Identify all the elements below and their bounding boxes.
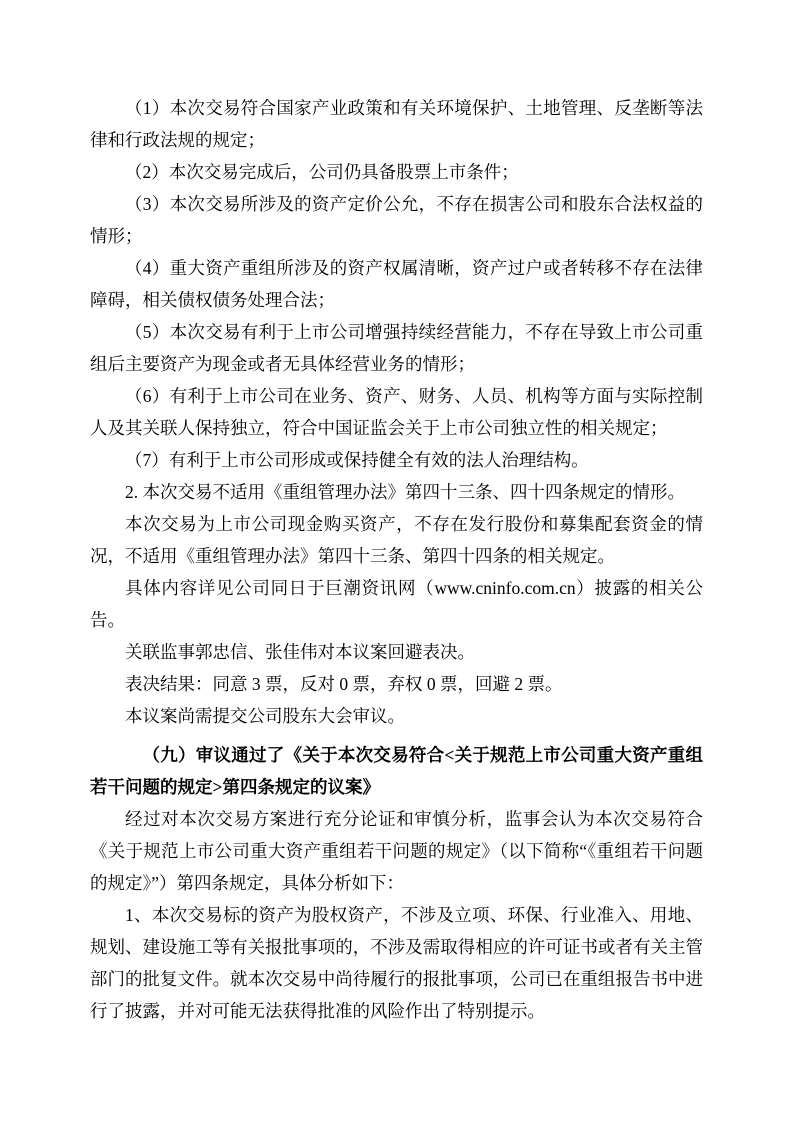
paragraph: （1）本次交易符合国家产业政策和有关环境保护、土地管理、反垄断等法律和行政法规的规定；	[90, 98, 703, 150]
paragraph: （3）本次交易所涉及的资产定价公允，不存在损害公司和股东合法权益的情形；	[90, 194, 703, 246]
paragraph: 具体内容详见公司同日于巨潮资讯网（www.cninfo.com.cn）披露的相关公告。	[90, 578, 703, 630]
paragraph: （2）本次交易完成后，公司仍具备股票上市条件；	[125, 162, 519, 182]
paragraph: （6）有利于上市公司在业务、资产、财务、人员、机构等方面与实际控制人及其关联人保持独立，符合中国证监会关于上市公司独立性的相关规定；	[90, 386, 703, 438]
paragraph: 关联监事郭忠信、张佳伟对本议案回避表决。	[125, 642, 475, 662]
paragraph: 表决结果：同意 3 票，反对 0 票，弃权 0 票，回避 2 票。	[125, 674, 563, 694]
paragraph: 1、本次交易标的资产为股权资产，不涉及立项、环保、行业准入、用地、规划、建设施工等有关报批事项的，不涉及需取得相应的许可证书或者有关主管部门的批复文件。就本次交易中尚待履行的报批事项，公司已在重组报告书中进行了披露，并对可能无法获得批准的风险作出了特别提示。	[90, 905, 703, 1021]
paragraph: 2. 本次交易不适用《重组管理办法》第四十三条、四十四条规定的情形。	[125, 482, 685, 502]
paragraph: （7）有利于上市公司形成或保持健全有效的法人治理结构。	[125, 450, 589, 470]
section-heading: （九）审议通过了《关于本次交易符合<关于规范上市公司重大资产重组若干问题的规定>第四条规定的议案》	[90, 745, 703, 797]
paragraph: （4）重大资产重组所涉及的资产权属清晰，资产过户或者转移不存在法律障碍，相关债权债务处理合法；	[90, 258, 703, 310]
paragraph: 本次交易为上市公司现金购买资产，不存在发行股份和募集配套资金的情况，不适用《重组管理办法》第四十三条、第四十四条的相关规定。	[90, 514, 703, 566]
paragraph: 本议案尚需提交公司股东大会审议。	[125, 706, 405, 726]
paragraph: （5）本次交易有利于上市公司增强持续经营能力，不存在导致上市公司重组后主要资产为现金或者无具体经营业务的情形；	[90, 322, 703, 374]
paragraph: 经过对本次交易方案进行充分论证和审慎分析，监事会认为本次交易符合《关于规范上市公司重大资产重组若干问题的规定》（以下简称“《重组若干问题的规定》”）第四条规定，具体分析如下：	[90, 809, 703, 893]
